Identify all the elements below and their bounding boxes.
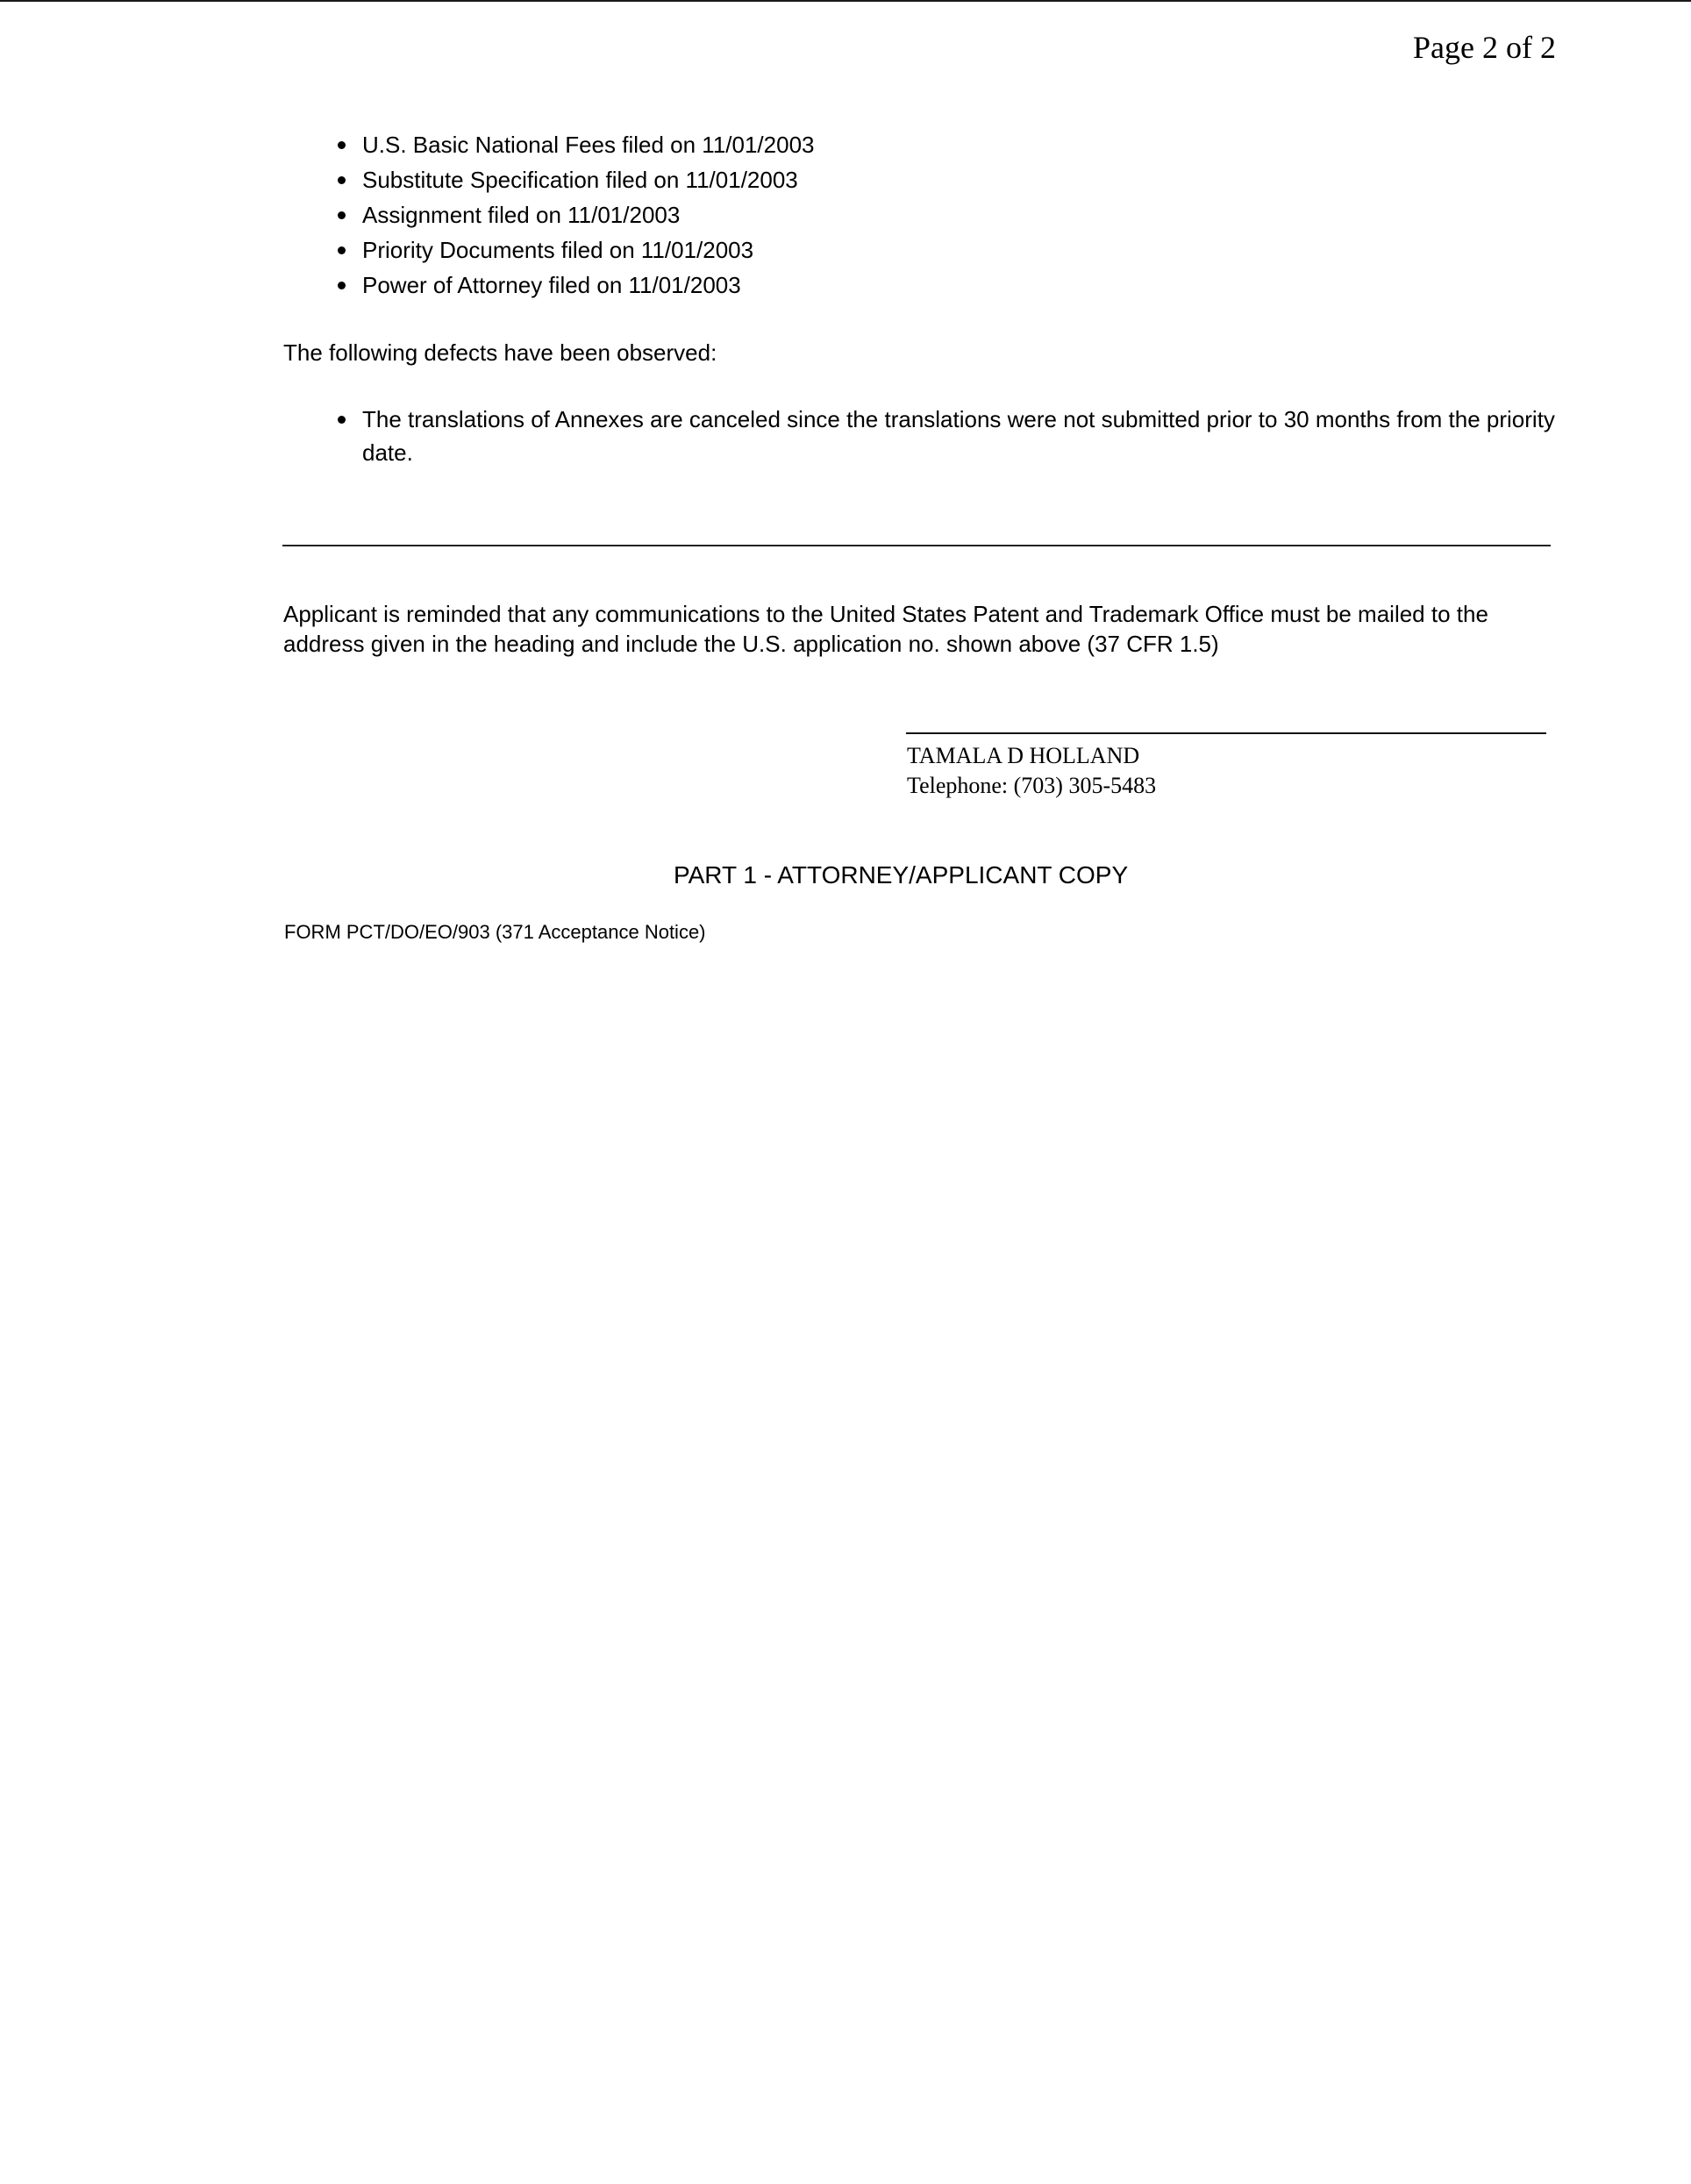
bullet-icon bbox=[338, 416, 346, 424]
page-top-border bbox=[0, 0, 1691, 2]
copy-designation: PART 1 - ATTORNEY/APPLICANT COPY bbox=[674, 861, 1129, 889]
section-divider bbox=[282, 545, 1551, 546]
reminder-paragraph: Applicant is reminded that any communications to the United States Patent and Trademark Office must be mailed to the address given in the heading and include the U.S. application no. shown above (37 CFR 1.5) bbox=[283, 601, 1488, 657]
list-item bbox=[338, 268, 815, 303]
list-item-label: Priority Documents filed on 11/01/2003 bbox=[362, 237, 754, 263]
signature-line bbox=[906, 732, 1546, 734]
bullet-icon bbox=[338, 211, 346, 219]
list-item-label: Assignment filed on 11/01/2003 bbox=[362, 202, 681, 228]
list-item-label: Power of Attorney filed on 11/01/2003 bbox=[362, 272, 741, 298]
defect-text: The translations of Annexes are canceled since the translations were not submitted prior to 30 months from the priority date. bbox=[362, 406, 1555, 466]
signatory-name: TAMALA D HOLLAND bbox=[907, 743, 1140, 768]
bullet-icon bbox=[338, 176, 346, 184]
list-item bbox=[338, 197, 815, 232]
defect-list-item bbox=[338, 403, 1566, 469]
page-indicator: Page 2 of 2 bbox=[1413, 30, 1556, 65]
signatory-telephone: Telephone: (703) 305-5483 bbox=[907, 773, 1157, 798]
filed-documents-list bbox=[338, 127, 815, 303]
list-item-label: U.S. Basic National Fees filed on 11/01/2003 bbox=[362, 132, 815, 158]
form-identifier: FORM PCT/DO/EO/903 (371 Acceptance Notice) bbox=[284, 921, 706, 943]
bullet-icon bbox=[338, 141, 346, 149]
bullet-icon bbox=[338, 282, 346, 289]
list-item bbox=[338, 232, 815, 268]
list-item bbox=[338, 162, 815, 197]
bullet-icon bbox=[338, 246, 346, 254]
defects-heading: The following defects have been observed: bbox=[283, 339, 717, 366]
list-item bbox=[338, 127, 815, 162]
list-item-label: Substitute Specification filed on 11/01/2003 bbox=[362, 167, 798, 193]
